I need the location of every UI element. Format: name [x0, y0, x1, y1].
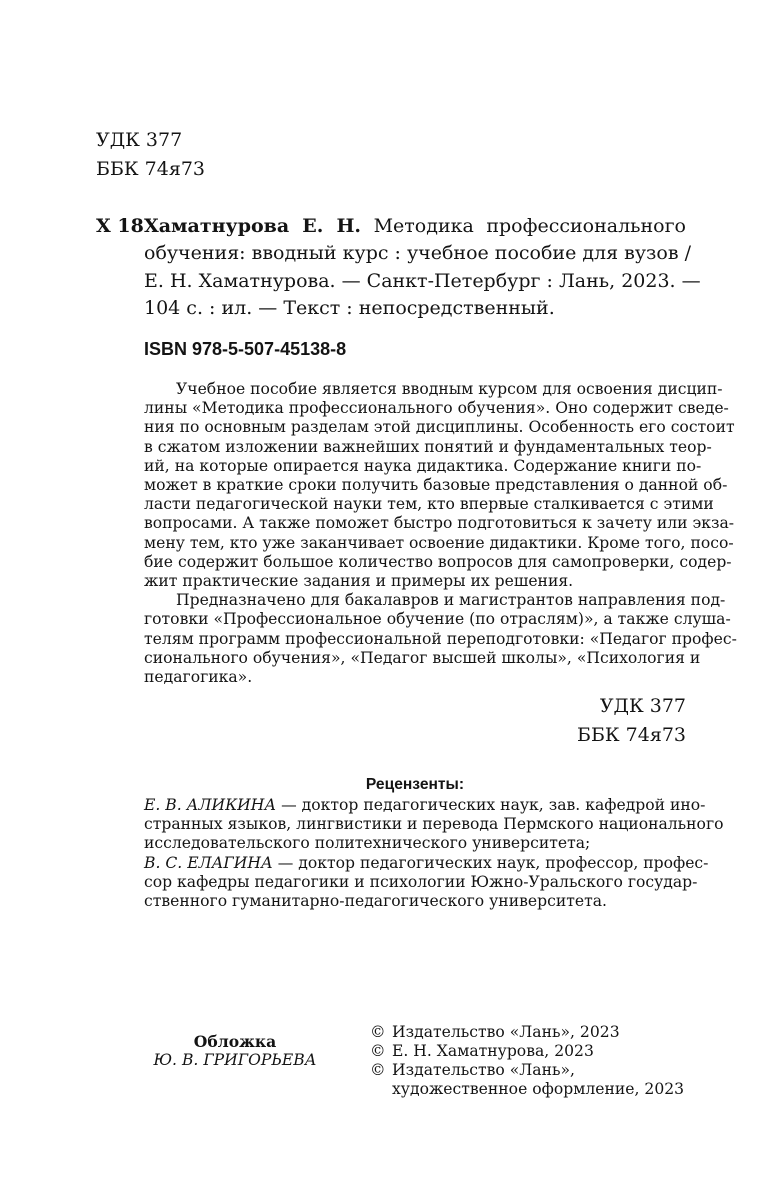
udk-code-right: УДК 377 — [599, 695, 686, 717]
abstract-line: Предназначено для бакалавров и магистрантов направления под- — [176, 591, 726, 610]
reviewer-line: Е. В. АЛИКИНА — доктор педагогических наук, зав. кафедрой ино- — [144, 796, 706, 814]
bbk-code-right: ББК 74я73 — [576, 724, 686, 746]
reviewer-line: ственного гуманитарно-педагогического университета. — [144, 892, 607, 911]
abstract-line: вопросами. А также поможет быстро подготовиться к зачету или экза- — [144, 514, 735, 533]
abstract-line: педагогика». — [144, 668, 253, 687]
abstract-line: жит практические задания и примеры их решения. — [144, 572, 574, 591]
udk-code: УДК 377 — [96, 129, 183, 151]
abstract-line: может в краткие сроки получить базовые представления о данной об- — [144, 476, 728, 495]
reviewers — [144, 796, 724, 911]
biblio-line-3: Е. Н. Хаматнурова. — Санкт-Петербург : Лань, 2023. — — [144, 269, 701, 292]
bibliographic-record — [144, 213, 701, 322]
reviewer-line: исследовательского политехнического университета; — [144, 834, 591, 853]
copyright-icon: © — [370, 1042, 386, 1060]
abstract-line: ния по основным разделам этой дисциплины. Особенность его состоит — [144, 418, 735, 437]
author-heading: Хаматнурова Е. Н. — [144, 215, 362, 237]
reviewer-1-name: Е. В. АЛИКИНА — [144, 796, 277, 814]
classification-right — [577, 692, 686, 750]
copyright-row: © Е. Н. Хаматнурова, 2023 — [370, 1042, 594, 1060]
reviewer-line: В. С. ЕЛАГИНА — доктор педагогических наук, профессор, профес- — [144, 853, 709, 872]
abstract — [144, 380, 737, 687]
abstract-line: готовки «Профессиональное обучение (по отраслям)», а также слуша- — [144, 610, 731, 629]
copyright-icon: © — [370, 1023, 386, 1041]
biblio-line-2: обучения: вводный курс : учебное пособие для вузов / — [144, 242, 691, 265]
isbn: ISBN 978-5-507-45138-8 — [144, 339, 347, 359]
abstract-line: лины «Методика профессионального обучения». Оно содержит сведе- — [144, 399, 729, 418]
copyright-row: художественное оформление, 2023 — [392, 1080, 685, 1098]
reviewer-line: странных языков, лингвистики и перевода Пермского национального — [144, 815, 724, 834]
copyright-row: © Издательство «Лань», 2023 — [370, 1023, 620, 1041]
reviewer-2-name: В. С. ЕЛАГИНА — [144, 853, 273, 872]
bbk-code: ББК 74я73 — [96, 158, 206, 180]
cover-title: Обложка — [193, 1032, 277, 1051]
biblio-line-4: 104 с. : ил. — Текст : непосредственный. — [144, 296, 555, 319]
copyright-row: © Издательство «Лань», — [370, 1061, 575, 1079]
copyright-icon: © — [370, 1061, 386, 1079]
cover-credit — [140, 1032, 330, 1070]
cover-designer: Ю. В. ГРИГОРЬЕВА — [153, 1051, 317, 1069]
abstract-line: телям программ профессиональной переподготовки: «Педагог профес- — [144, 629, 737, 648]
abstract-line: в сжатом изложении важнейших понятий и фундаментальных теор- — [144, 437, 712, 456]
abstract-line: Учебное пособие является вводным курсом для освоения дисцип- — [176, 380, 723, 398]
biblio-line-1 — [144, 213, 686, 240]
reviewers-title: Рецензенты: — [365, 776, 465, 793]
abstract-line: ласти педагогической науки тем, кто впервые сталкивается с этими — [144, 495, 714, 514]
copyright-block — [370, 1023, 684, 1099]
author-mark: Х 18 — [96, 215, 144, 237]
classification-top — [96, 126, 205, 184]
abstract-line: сионального обучения», «Педагог высшей школы», «Психология и — [144, 648, 701, 667]
abstract-line: ий, на которые опирается наука дидактика. Содержание книги по- — [144, 456, 702, 475]
abstract-line: бие содержит большое количество вопросов для самопроверки, содер- — [144, 552, 732, 571]
reviewer-line: сор кафедры педагогики и психологии Южно-Уральского государ- — [144, 872, 698, 891]
title-start: Методика профессионального — [361, 215, 686, 237]
abstract-line: мену тем, кто уже заканчивает освоение дидактики. Кроме того, посо- — [144, 533, 734, 552]
